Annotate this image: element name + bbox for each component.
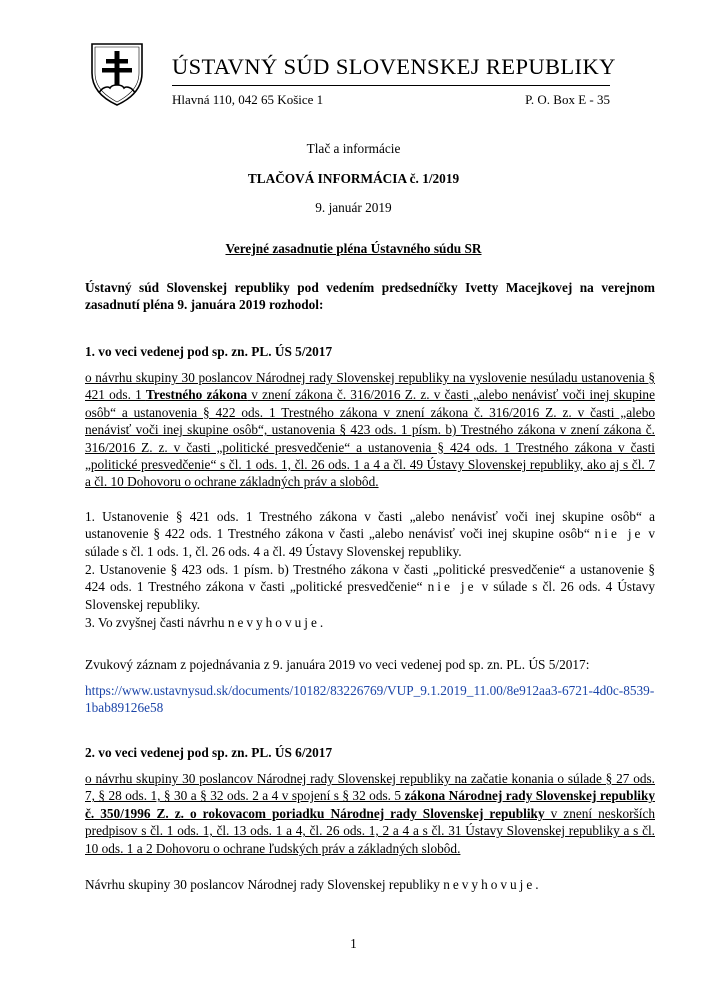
case1-ruling-2: 2. Ustanovenie § 423 ods. 1 písm. b) Trestného zákona v časti „politické presvedčenie“ a ustanovenie § 424 ods. 1 Trestného zákona v časti „politické presvedčenie“ nie je v súlade s čl. 26 ods. 4 Ústavy Slovenskej republiky. [85,562,655,612]
document-date: 9. január 2019 [315,200,392,215]
header-divider [172,85,610,86]
case1-ruling-3: 3. Vo zvyšnej časti návrhu nevyhovuje. [85,615,324,630]
case2-heading: 2. vo veci vedenej pod sp. zn. PL. ÚS 6/2017 [85,745,333,760]
court-address: Hlavná 110, 042 65 Košice 1 [172,92,324,107]
audio-record-label: Zvukový záznam z pojednávania z 9. januára 2019 vo veci vedenej pod sp. zn. PL. ÚS 5/2017: [85,657,590,672]
subject-heading: Verejné zasadnutie pléna Ústavného súdu SR [225,241,482,256]
court-name: ÚSTAVNÝ SÚD SLOVENSKEJ REPUBLIKY [172,54,616,79]
coat-of-arms-icon [88,41,146,107]
case1-petition: o návrhu skupiny 30 poslancov Národnej rady Slovenskej republiky na vyslovenie nesúladu ustanovenia § 421 ods. 1 Trestného zákona v znení zákona č. 316/2016 Z. z. v časti „alebo nenávisť voči inej skupine osôb“ a ustanovenia § 422 ods. 1 Trestného zákona v znení zákona č. 316/2016 Z. z. v časti „alebo nenávisť voči inej skupine osôb“, ustanovenia § 423 ods. 1 písm. b) Trestného zákona v znení zákona č. 316/2016 Z. z. v časti „politické presvedčenie“ a ustanovenia § 424 ods. 1 Trestného zákona v časti „politické presvedčenie“ s čl. 1 ods. 1, čl. 26 ods. 1 a 4 a čl. 49 Ústavy Slovenskej republiky, ako aj s čl. 7 a čl. 10 Dohovoru o ochrane základných práv a slobôd. [85,370,655,490]
department-label: Tlač a informácie [306,141,401,156]
intro-paragraph: Ústavný súd Slovenskej republiky pod vedením predsedníčky Ivetty Macejkovej na verejnom zasadnutí pléna 9. januára 2019 rozhodol: [85,280,655,313]
page-number: 1 [350,936,357,951]
case1-law-name: Trestného zákona [145,387,248,403]
document-title: TLAČOVÁ INFORMÁCIA č. 1/2019 [247,171,460,186]
po-box: P. O. Box E - 35 [525,92,610,107]
case1-heading: 1. vo veci vedenej pod sp. zn. PL. ÚS 5/2017 [85,344,333,359]
case1-ruling-1: 1. Ustanovenie § 421 ods. 1 Trestného zákona v časti „alebo nenávisť voči inej skupine osôb“ a ustanovenie § 422 ods. 1 Trestného zákona v časti „alebo nenávisť voči inej skupine osôb“ nie je v súlade s čl. 1 ods. 1, čl. 26 ods. 4 a čl. 49 Ústavy Slovenskej republiky. [85,509,655,559]
audio-record-link[interactable]: https://www.ustavnysud.sk/documents/10182/83226769/VUP_9.1.2019_11.00/8e912aa3-6721-4d0c-8539-1bab89126e58 [85,683,655,716]
case2-ruling: Návrhu skupiny 30 poslancov Národnej rady Slovenskej republiky nevyhovuje. [85,877,539,892]
case2-law-name: zákona Národnej rady Slovenskej republiky č. 350/1996 Z. z. o rokovacom poriadku Národnej rady Slovenskej republiky [85,788,656,821]
case2-petition: o návrhu skupiny 30 poslancov Národnej rady Slovenskej republiky na začatie konania o súlade § 27 ods. 7, § 28 ods. 1, § 30 a § 32 ods. 2 a 4 v spojení s § 32 ods. 5 zákona Národnej rady Slovenskej republiky č. 350/1996 Z. z. o rokovacom poriadku Národnej rady Slovenskej republiky v znení neskorších predpisov s čl. 1 ods. 1, čl. 13 ods. 1 a 4, čl. 26 ods. 1, 2 a 4 a s čl. 31 Ústavy Slovenskej republiky a s čl. 10 ods. 1 a 2 Dohovoru o ochrane ľudských práv a základných slobôd. [85,771,656,856]
